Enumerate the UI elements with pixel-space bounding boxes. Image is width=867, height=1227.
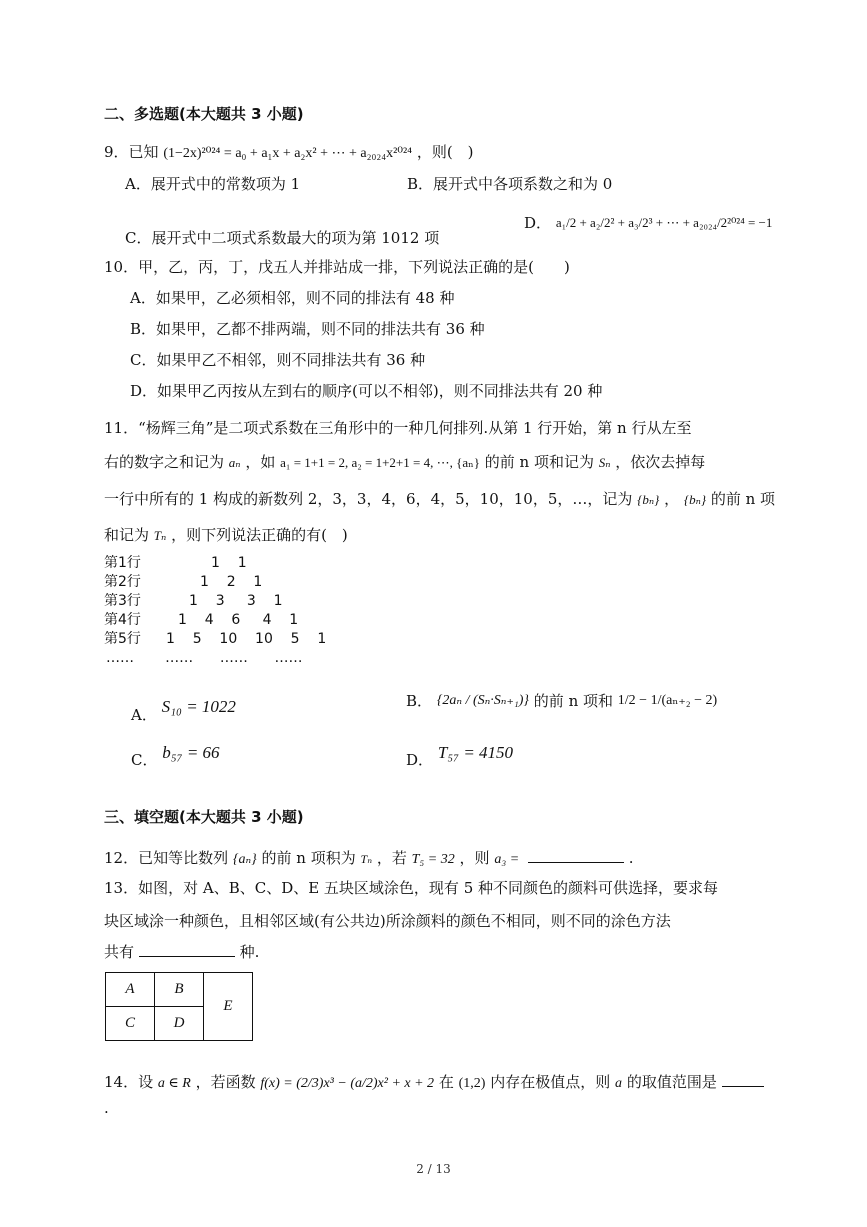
- q14-text-d: 内存在极值点，则: [490, 1073, 611, 1091]
- q14-function: f(x) = (2/3)x³ − (a/2)x² + x + 2: [260, 1076, 435, 1091]
- q14-text-a: 14．设: [104, 1073, 154, 1091]
- q11-line4-text-b: ，则下列说法正确的有( ): [171, 526, 348, 544]
- triangle-row-nums-5: 1 5 10 10 5 1: [166, 631, 327, 647]
- triangle-row-label-2: 第2行: [104, 574, 141, 590]
- q11-option-b-label: B．: [406, 692, 433, 710]
- q11-option-c-label: C．: [131, 751, 158, 769]
- q13-line3: [104, 942, 259, 962]
- q11-option-c: [131, 743, 220, 770]
- q13-line1: 13．如图，对 A、B、C、D、E 五块区域涂色，现有 5 种不同颜色的颜料可供选择，要求每: [104, 879, 719, 897]
- q12-text-a: 12．已知等比数列: [104, 849, 229, 867]
- q10-option-b: B．如果甲，乙都不排两端，则不同的排法共有 36 种: [130, 320, 485, 338]
- q11-symbol-tn: Tₙ: [153, 528, 167, 543]
- triangle-row-nums-4: 1 4 6 4 1: [178, 612, 299, 628]
- triangle-row-nums-1: 1 1: [211, 555, 247, 571]
- q11-line1: 11．“杨辉三角”是二项式系数在三角形中的一种几何排列.从第 1 行开始，第 n 行从左至: [104, 419, 692, 437]
- q11-line4-text-a: 和记为: [104, 526, 150, 544]
- q12-tn: Tₙ: [360, 852, 373, 866]
- q14-text-e: 的取值范围是: [626, 1073, 717, 1091]
- q13-text-b: 种.: [239, 943, 260, 961]
- q11-line2-text-d: ，依次去掉每: [615, 453, 706, 471]
- q11-option-a-label: A．: [131, 706, 157, 724]
- q13-answer-blank[interactable]: [139, 942, 235, 957]
- q9-suffix: ，则( ): [416, 143, 474, 161]
- q14-condition: a ∈ R: [157, 1076, 191, 1091]
- q9-option-d-label: D．: [524, 214, 552, 232]
- q11-symbol-sn: Sₙ: [598, 455, 611, 470]
- q11-line3: [104, 489, 775, 510]
- q9-option-b: B．展开式中各项系数之和为 0: [407, 175, 613, 193]
- q9-stem: [104, 142, 474, 164]
- q11-symbol-bn: {bₙ}: [637, 492, 660, 507]
- q11-line2-text-a: 右的数字之和记为: [104, 453, 225, 471]
- q12-text-d: ，则: [459, 849, 490, 867]
- q10-option-a: A．如果甲，乙必须相邻，则不同的排法有 48 种: [130, 289, 455, 307]
- q14-text-b: ，若函数: [195, 1073, 256, 1091]
- q11-option-d-formula: T₅₇ = 4150: [437, 743, 514, 762]
- triangle-row-label-5: 第5行: [104, 631, 141, 647]
- q11-line3-text-a: 一行中所有的 1 构成的新数列 2，3，3，4，6，4，5，10，10，5，…，记为: [104, 490, 633, 508]
- q11-line4: [104, 525, 348, 546]
- q12-ask: a₃ =: [494, 852, 520, 867]
- region-b: B: [155, 973, 204, 1007]
- triangle-row-label-4: 第4行: [104, 612, 141, 628]
- q11-line2-formula: a₁ = 1+1 = 2, a₂ = 1+2+1 = 4, ⋯, {aₙ}: [280, 455, 480, 470]
- q12-stem: [104, 848, 634, 870]
- q14-variable: a: [615, 1076, 623, 1091]
- triangle-row-nums-3: 1 3 3 1: [189, 593, 283, 609]
- triangle-row-label-1: 第1行: [104, 555, 141, 571]
- q11-option-d-label: D．: [406, 751, 434, 769]
- q10-option-c: C．如果甲乙不相邻，则不同排法共有 36 种: [130, 351, 426, 369]
- q12-condition: T₅ = 32: [411, 852, 455, 867]
- triangle-row-nums-2: 1 2 1: [200, 574, 263, 590]
- region-grid: [105, 972, 253, 1041]
- q11-option-b: [406, 690, 717, 711]
- q11-option-b-result: 1/2 − 1/(aₙ₊₂ − 2): [617, 693, 718, 708]
- q9-prefix: 9．已知: [104, 143, 159, 161]
- q11-option-c-formula: b₅₇ = 66: [162, 743, 220, 762]
- q11-line2: [104, 452, 705, 473]
- q12-end: .: [628, 849, 634, 867]
- q14-interval: (1,2): [458, 1076, 486, 1091]
- q9-option-d: [524, 212, 772, 233]
- page-number: 2 / 13: [416, 1162, 451, 1176]
- q12-text-c: ，若: [376, 849, 407, 867]
- q12-sequence: {aₙ}: [232, 852, 257, 867]
- q11-line3-text-c: 的前 n 项: [710, 490, 776, 508]
- region-e: E: [204, 973, 253, 1041]
- q11-option-a: [131, 697, 236, 725]
- region-d: D: [155, 1007, 204, 1041]
- q11-symbol-an: aₙ: [228, 455, 241, 470]
- q11-line2-text-c: 的前 n 项和记为: [484, 453, 594, 471]
- q10-stem: 10．甲，乙，丙，丁，戊五人并排站成一排，下列说法正确的是( ): [104, 258, 570, 276]
- q11-option-d: [406, 743, 514, 770]
- q12-answer-blank[interactable]: [528, 848, 624, 863]
- section-title-fill-blank: 三、填空题(本大题共 3 小题): [104, 808, 304, 826]
- q14-answer-blank[interactable]: [722, 1072, 764, 1087]
- triangle-ellipsis-row: …… …… …… ……: [106, 650, 303, 666]
- region-a: A: [106, 973, 155, 1007]
- triangle-row-label-3: 第3行: [104, 593, 141, 609]
- q9-option-d-formula: a₁/2 + a₂/2² + a₃/2³ + ⋯ + a₂₀₂₄/2²⁰²⁴ = −1: [555, 215, 773, 230]
- q11-line2-text-b: ，如: [245, 453, 276, 471]
- q14-stem: [104, 1072, 764, 1094]
- section-title-multi-choice: 二、多选题(本大题共 3 小题): [104, 105, 304, 123]
- q13-text-a: 共有: [104, 943, 135, 961]
- q9-option-c: C．展开式中二项式系数最大的项为第 1012 项: [125, 229, 440, 247]
- q14-end: .: [104, 1099, 109, 1117]
- q13-line2: 块区域涂一种颜色，且相邻区域(有公共边)所涂颜料的颜色不相同，则不同的涂色方法: [104, 912, 671, 930]
- q9-option-a: A．展开式中的常数项为 1: [125, 175, 301, 193]
- q11-option-b-formula: {2aₙ / (Sₙ·Sₙ₊₁)}: [436, 693, 530, 708]
- q14-text-c: 在: [438, 1073, 454, 1091]
- q11-option-a-formula: S₁₀ = 1022: [161, 697, 236, 716]
- q9-formula: (1−2x)²⁰²⁴ = a₀ + a₁x + a₂x² + ⋯ + a₂₀₂₄x²⁰²⁴: [163, 146, 413, 161]
- region-c: C: [106, 1007, 155, 1041]
- q10-option-d: D．如果甲乙丙按从左到右的顺序(可以不相邻)，则不同排法共有 20 种: [130, 382, 603, 400]
- q11-option-b-text: 的前 n 项和: [533, 692, 613, 710]
- q11-line3-text-b: ，: [664, 490, 680, 508]
- q11-symbol-bn-2: {bₙ}: [683, 492, 707, 507]
- q12-text-b: 的前 n 项积为: [261, 849, 356, 867]
